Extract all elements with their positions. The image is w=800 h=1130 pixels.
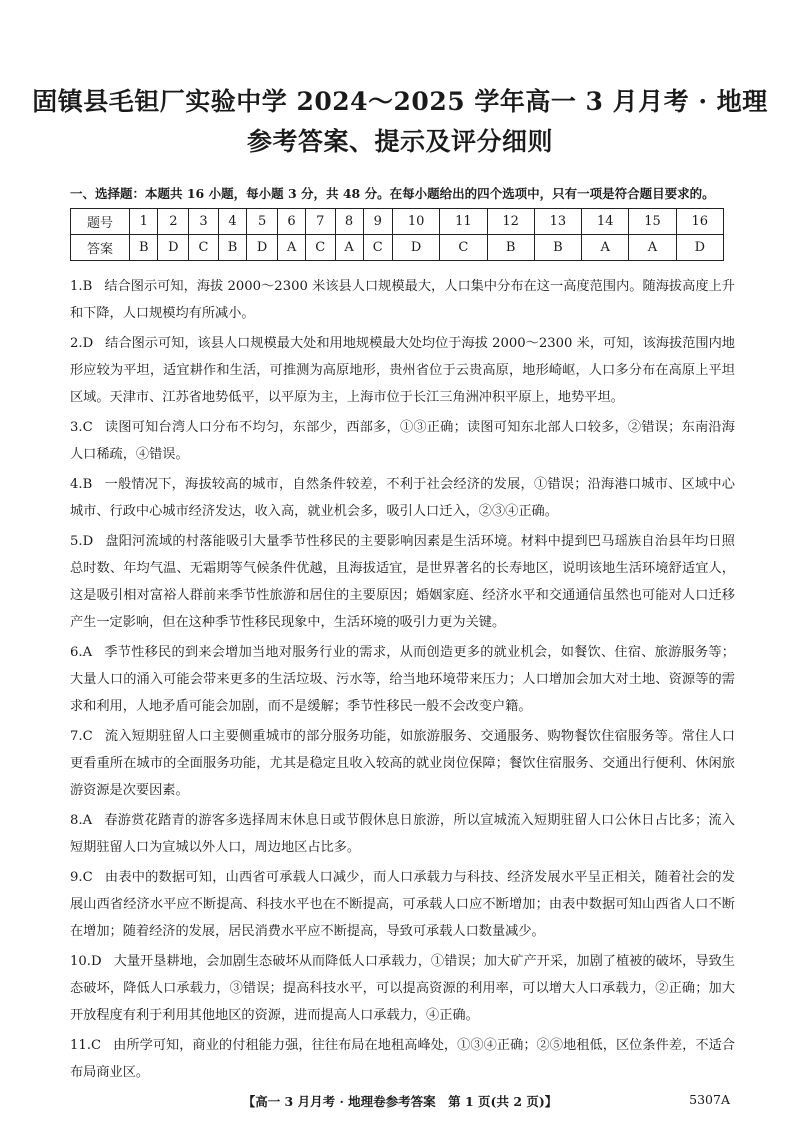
item-number: 9. [70, 870, 83, 885]
question-number: 8 [335, 209, 363, 235]
question-number: 13 [534, 209, 581, 235]
explanation-item [70, 471, 735, 525]
answer-cell: D [393, 235, 440, 261]
answer-table [70, 208, 724, 261]
item-answer: C [82, 870, 93, 885]
answer-cell: D [247, 235, 278, 261]
item-text: 春游赏花踏青的游客多选择周末休息日或节假休息日旅游，所以宣城流入短期驻留人口公休日占比多；流入短期驻留人口为宣城以外人口，周边地区占比多。 [70, 813, 735, 855]
item-answer: A [82, 645, 93, 660]
question-number: 6 [278, 209, 306, 235]
item-number: 7. [70, 729, 83, 744]
answer-cell: A [335, 235, 363, 261]
explanation-item [70, 723, 735, 804]
answer-cell: C [189, 235, 219, 261]
explanation-list [70, 273, 735, 1089]
item-text: 一般情况下，海拔较高的城市，自然条件较差，不利于社会经济的发展，①错误；沿海港口城市、区域中心城市、行政中心城市经济发达，收入高，就业机会多，吸引人口迁入，②③④正确。 [70, 477, 735, 519]
item-answer: C [82, 420, 93, 435]
answer-cell: B [534, 235, 581, 261]
item-answer: C [82, 729, 93, 744]
question-number-row [71, 209, 724, 235]
item-text: 结合图示可知，海拔 2000～2300 米该县人口规模最大，人口集中分布在这一高度范围内。随海拔高度上升和下降，人口规模均有所减小。 [70, 279, 735, 321]
answer-cell: B [218, 235, 246, 261]
item-answer: D [82, 336, 94, 351]
explanation-item [70, 864, 735, 945]
explanation-item [70, 330, 735, 411]
item-answer: B [82, 477, 93, 492]
question-number: 5 [247, 209, 278, 235]
explanation-item [70, 414, 735, 468]
item-answer: B [82, 279, 93, 294]
row-label-answer: 答案 [71, 235, 130, 261]
answer-cell: D [676, 235, 723, 261]
item-text: 流入短期驻留人口主要侧重城市的部分服务功能，如旅游服务、交通服务、购物餐饮住宿服务等。常住人口更看重所在城市的全面服务功能，尤其是稳定且收入较高的就业岗位保障；餐饮住宿服务、交通出行便利、休闲旅游资源是次要因素。 [70, 729, 735, 798]
answer-cell: A [582, 235, 629, 261]
item-text: 大量开垦耕地，会加剧生态破坏从而降低人口承载力，①错误；加大矿产开采，加剧了植被的破坏，导致生态破坏，降低人口承载力，③错误；提高科技水平，可以提高资源的利用率，可以增大人口承载力，②正确；加大开放程度有利于利用其他地区的资源，进而提高人口承载力，④正确。 [70, 954, 735, 1023]
item-text: 由所学可知，商业的付租能力强，往往布局在地租高峰处，①③④正确；②⑤地租低，区位条件差，不适合布局商业区。 [70, 1038, 735, 1080]
item-text: 读图可知台湾人口分布不均匀，东部少，西部多，①③正确；读图可知东北部人口较多，②错误；东南沿海人口稀疏，④错误。 [70, 420, 735, 462]
explanation-item [70, 639, 735, 720]
page-footer: 【高一 3 月月考 · 地理卷参考答案 第 1 页(共 2 页)】 [242, 1094, 558, 1109]
answer-cell: D [158, 235, 189, 261]
explanation-item [70, 1032, 735, 1086]
answer-cell: C [440, 235, 487, 261]
item-number: 1. [70, 279, 83, 294]
item-number: 8. [70, 813, 83, 828]
page-subtitle: 参考答案、提示及评分细则 [246, 127, 553, 156]
question-number: 7 [306, 209, 336, 235]
answer-cell: B [487, 235, 534, 261]
item-text: 盘阳河流域的村落能吸引大量季节性移民的主要影响因素是生活环境。材料中提到巴马瑶族自治县年均日照总时数、年均气温、无霜期等气候条件优越，且海拔适宜，是世界著名的长寿地区，说明该地生活环境舒适宜人，这是吸引相对富裕人群前来季节性旅游和居住的主要原因；婚姻家庭、经济水平和交通通信虽然也可能对人口迁移产生一定影响，但在这种季节性移民现象中，生活环境的吸引力更为关键。 [70, 534, 735, 630]
item-number: 6. [70, 645, 83, 660]
item-number: 10. [70, 954, 91, 969]
item-number: 11. [70, 1038, 91, 1053]
item-answer: D [82, 534, 94, 549]
question-number: 4 [218, 209, 246, 235]
explanation-item [70, 948, 735, 1029]
item-answer: C [90, 1038, 102, 1053]
item-answer: A [82, 813, 93, 828]
answer-row [71, 235, 724, 261]
item-number: 2. [70, 336, 83, 351]
question-number: 2 [158, 209, 189, 235]
answer-cell: C [363, 235, 393, 261]
item-number: 5. [70, 534, 83, 549]
question-number: 9 [363, 209, 393, 235]
row-label-number: 题号 [71, 209, 130, 235]
page-title: 固镇县毛钽厂实验中学 2024～2025 学年高一 3 月月考 · 地理 [32, 87, 768, 116]
item-answer: D [90, 954, 102, 969]
document-code: 5307A [689, 1092, 730, 1107]
question-number: 14 [582, 209, 629, 235]
question-number: 11 [440, 209, 487, 235]
question-number: 15 [629, 209, 676, 235]
item-text: 结合图示可知，该县人口规模最大处和用地规模最大处均位于海拔 2000～2300 米，可知，该海拔范围内地形应较为平坦，适宜耕作和生活，可推测为高原地形，贵州省位于云贵高原，地形崎岖，人口多分布在高原上平坦区域。天津市、江苏省地势低平，以平原为主，上海市位于长江三角洲冲积平原上，地势平坦。 [70, 336, 735, 405]
answer-cell: A [278, 235, 306, 261]
explanation-item [70, 807, 735, 861]
answer-cell: A [629, 235, 676, 261]
section-instruction: 一、选择题：本题共 16 小题，每小题 3 分，共 48 分。在每小题给出的四个选项中，只有一项是符合题目要求的。 [70, 186, 715, 201]
item-text: 季节性移民的到来会增加当地对服务行业的需求，从而创造更多的就业机会，如餐饮、住宿、旅游服务等；大量人口的涌入可能会带来更多的生活垃圾、污水等，给当地环境带来压力；人口增加会加大对土地、资源等的需求和利用，人地矛盾可能会加剧，而不是缓解；季节性移民一般不会改变户籍。 [70, 645, 735, 714]
item-number: 3. [70, 420, 83, 435]
explanation-item [70, 528, 735, 636]
item-text: 由表中的数据可知，山西省可承载人口减少，而人口承载力与科技、经济发展水平呈正相关，随着社会的发展山西省经济水平应不断提高、科技水平也在不断提高，可承载人口应不断增加；由表中数据可知山西省人口不断在增加；随着经济的发展，居民消费水平应不断提高，导致可承载人口数量减少。 [70, 870, 735, 939]
question-number: 10 [393, 209, 440, 235]
question-number: 1 [130, 209, 158, 235]
question-number: 3 [189, 209, 219, 235]
explanation-item [70, 273, 735, 327]
answer-cell: C [306, 235, 336, 261]
question-number: 16 [676, 209, 723, 235]
answer-cell: B [130, 235, 158, 261]
question-number: 12 [487, 209, 534, 235]
item-number: 4. [70, 477, 83, 492]
